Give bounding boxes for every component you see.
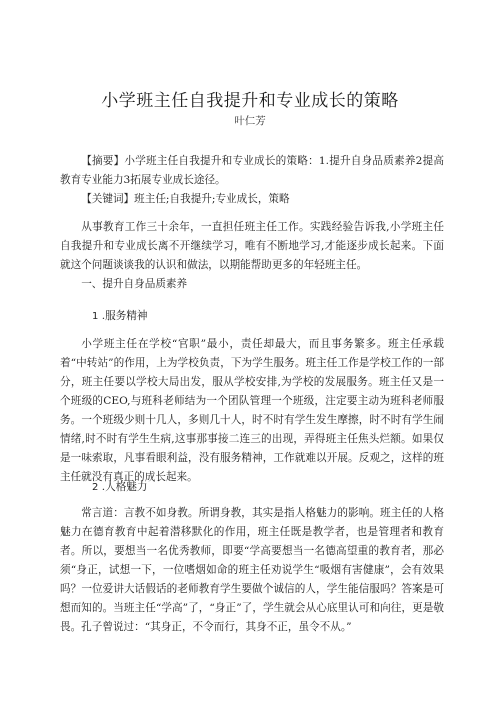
body-paragraph-charisma: 常言道：言教不如身教。所谓身教，其实是指人格魅力的影响。班主任的人格魅力在德育教育中起着潜移默化的作用，班主任既是教学者，也是管理者和教育者。所以，要想当一名优秀教师，即要“学高要想当一名德高望重的教育者，那必须“身正，试想一下，一位嗜烟如命的班主任劝说学生“吸烟有害健康”，会有效果吗？一位爱讲大话假话的老师教育学生要做个诚信的人，学生能信服吗？答案是可想而知的。当班主任“学高”了，“身正”了，学生就会从心底里认可和向往，更是敬畏。孔子曾说过：“其身正，不令而行，其身不正，虽令不从。” [60,507,444,633]
subsection-heading-service [92,307,392,326]
intro-paragraph: 从事教育工作三十余年，一直担任班主任工作。实践经验告诉我,小学班主任自我提升和专业成长离不开继续学习，唯有不断地学习,才能逐步成长起来。下面就这个问题谈谈我的认识和做法，以期能帮助更多的年轻班主任。 [60,221,444,271]
subsection-title: .人格魅力 [101,481,148,493]
subsection-title: .服务精神 [101,310,148,322]
document-title: 小学班主任自我提升和专业成长的策略 [101,91,399,111]
subsection-heading-charisma [92,478,392,497]
subsection-number: 1 [92,311,99,322]
subsection-number: 2 [92,482,99,493]
keywords-paragraph: 【关键词】班主任;自我提升;专业成长，策略 [81,193,290,205]
body-paragraph-service: 小学班主任在学校“官职”最小，责任却最大，而且事务繁多。班主任承载着“中转站”的作用，上为学校负责，下为学生服务。班主任工作是学校工作的一部分，班主任要以学校大局出发，服从学校安排,为学校的发展服务。班主任又是一个班级的CEO,与班科老师结为一个团队管理一个班级，注定要主动为班科老师服务。一个班级少则十几人，多则几十人，时不时有学生发生摩擦，时不时有学生闹情绪,时不时有学生生病,这事那事接二连三的出现，弄得班主任焦头烂额。如果仅是一味索取，凡事看眼利益，没有服务精神，工作就难以开展。反观之，这样的班主任就没有真正的成长起来。 [60,338,444,483]
section-heading: 一、提升自身品质素养 [81,278,188,290]
document-author: 叶仁芳 [234,115,266,127]
abstract-paragraph: 【摘要】小学班主任自我提升和专业成长的策略：1.提升自身品质素养2提高教育专业能力3拓展专业成长途径。 [60,155,444,186]
